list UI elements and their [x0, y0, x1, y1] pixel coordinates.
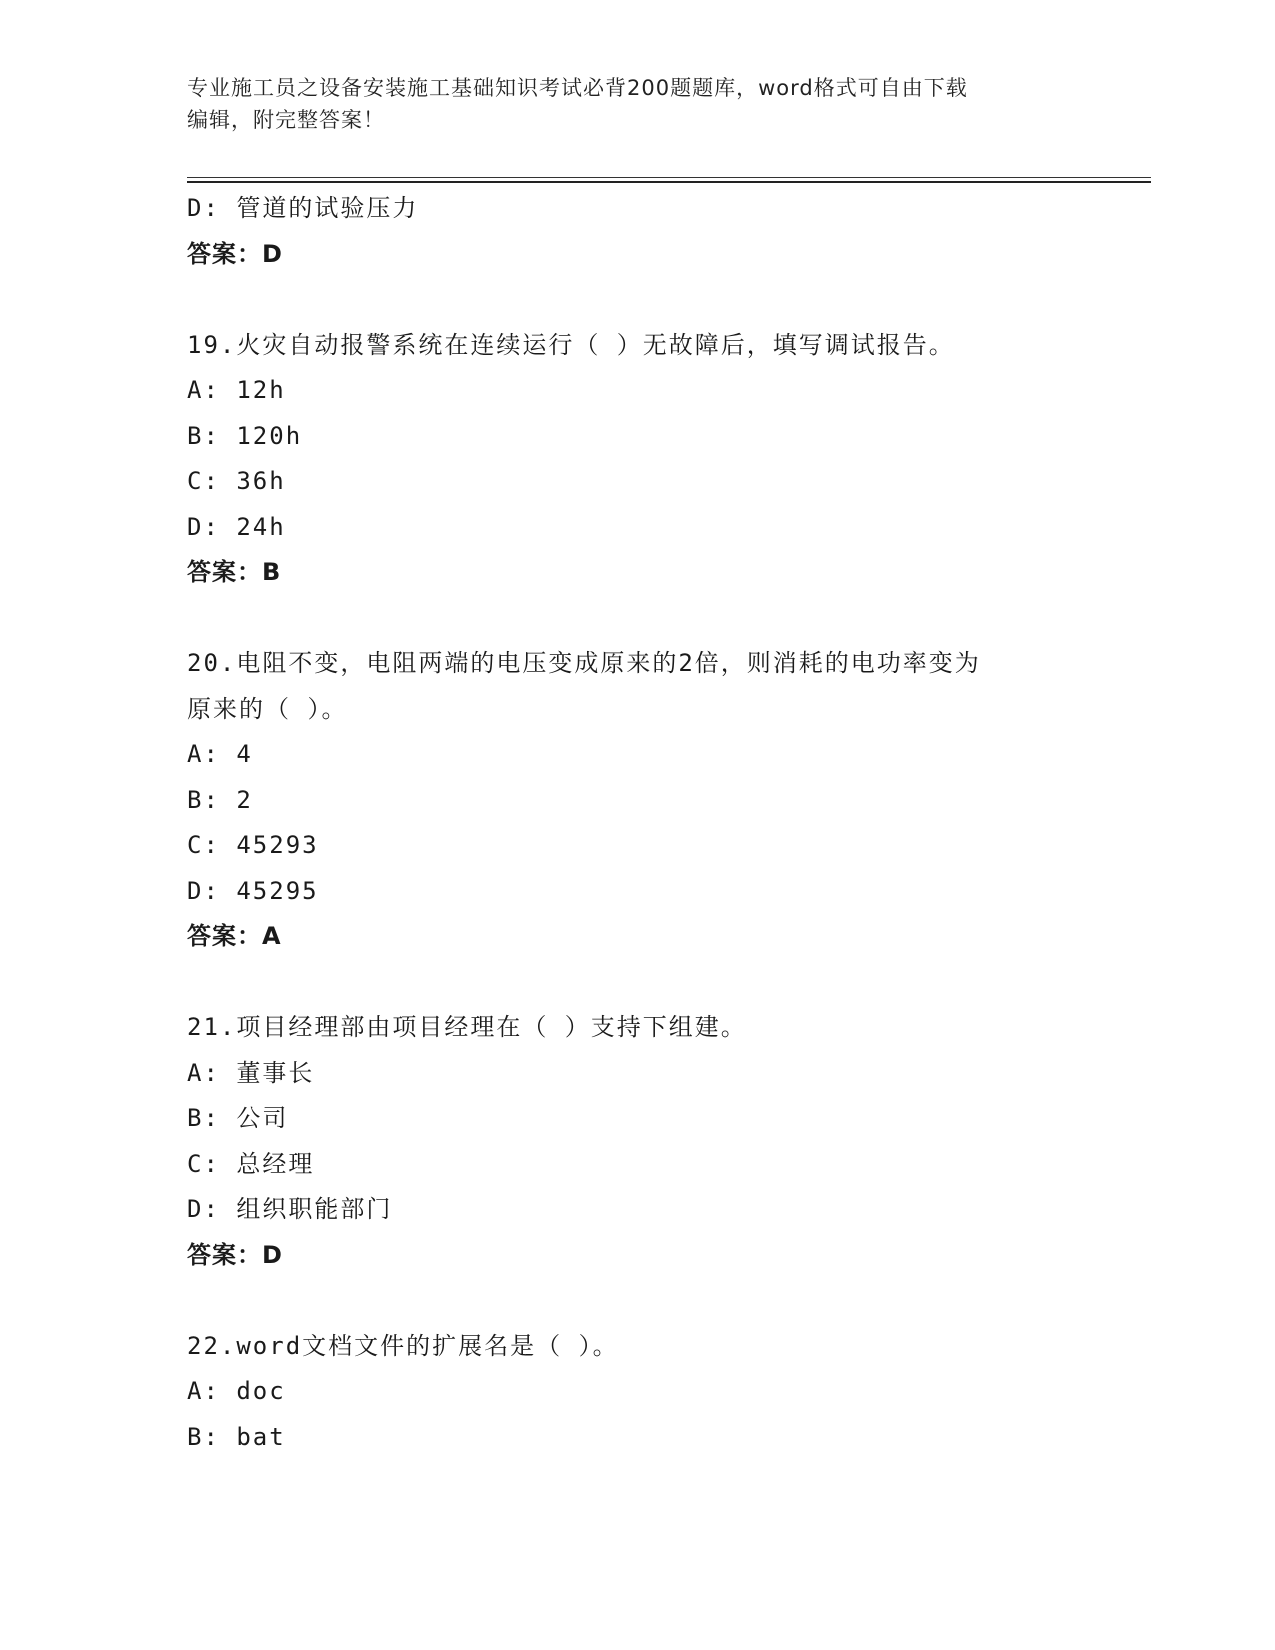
header-title-line-1: 专业施工员之设备安装施工基础知识考试必背200题题库，word格式可自由下载: [187, 76, 968, 100]
question-19: [187, 323, 1087, 596]
answer-label: 答案：D: [187, 1240, 283, 1269]
option-d: D: 24h: [187, 512, 286, 541]
option-d: D: 组织职能部门: [187, 1195, 393, 1223]
question-21: [187, 1005, 1087, 1278]
option-d: D: 管道的试验压力: [187, 194, 419, 222]
option-b: B: bat: [187, 1422, 286, 1451]
option-c: C: 45293: [187, 831, 319, 859]
question-22: [187, 1324, 1087, 1461]
answer-label: 答案：A: [187, 922, 282, 950]
question-stem-line-2: 原来的（ ）。: [187, 694, 348, 723]
option-b: B: 2: [187, 785, 253, 814]
option-c: C: 36h: [187, 467, 286, 495]
spacer: [187, 960, 1087, 1006]
header-divider-thin: [187, 177, 1151, 178]
option-d: D: 45295: [187, 876, 319, 905]
option-a: A: 12h: [187, 376, 286, 404]
question-18-tail: [187, 186, 1087, 277]
option-a: A: 4: [187, 740, 253, 768]
option-a: A: doc: [187, 1377, 286, 1405]
question-stem: 19.火灾自动报警系统在连续运行（ ）无故障后，填写调试报告。: [187, 330, 955, 359]
option-a: A: 董事长: [187, 1058, 315, 1087]
document-header: [187, 72, 1067, 136]
header-divider-thick: [187, 181, 1151, 183]
header-title-line-2: 编辑，附完整答案！: [187, 108, 385, 132]
answer-label: 答案：D: [187, 239, 283, 268]
question-list: [187, 186, 1087, 1460]
question-stem: 22.word文档文件的扩展名是（ ）。: [187, 1331, 619, 1360]
option-b: B: 120h: [187, 421, 303, 450]
answer-label: 答案：B: [187, 558, 282, 586]
option-c: C: 总经理: [187, 1149, 315, 1178]
question-20: [187, 641, 1087, 960]
question-stem-line-1: 20.电阻不变，电阻两端的电压变成原来的2倍，则消耗的电功率变为: [187, 649, 981, 677]
question-stem: 21.项目经理部由项目经理在（ ）支持下组建。: [187, 1013, 747, 1041]
option-b: B: 公司: [187, 1104, 289, 1132]
spacer: [187, 596, 1087, 642]
spacer: [187, 277, 1087, 323]
spacer: [187, 1278, 1087, 1324]
